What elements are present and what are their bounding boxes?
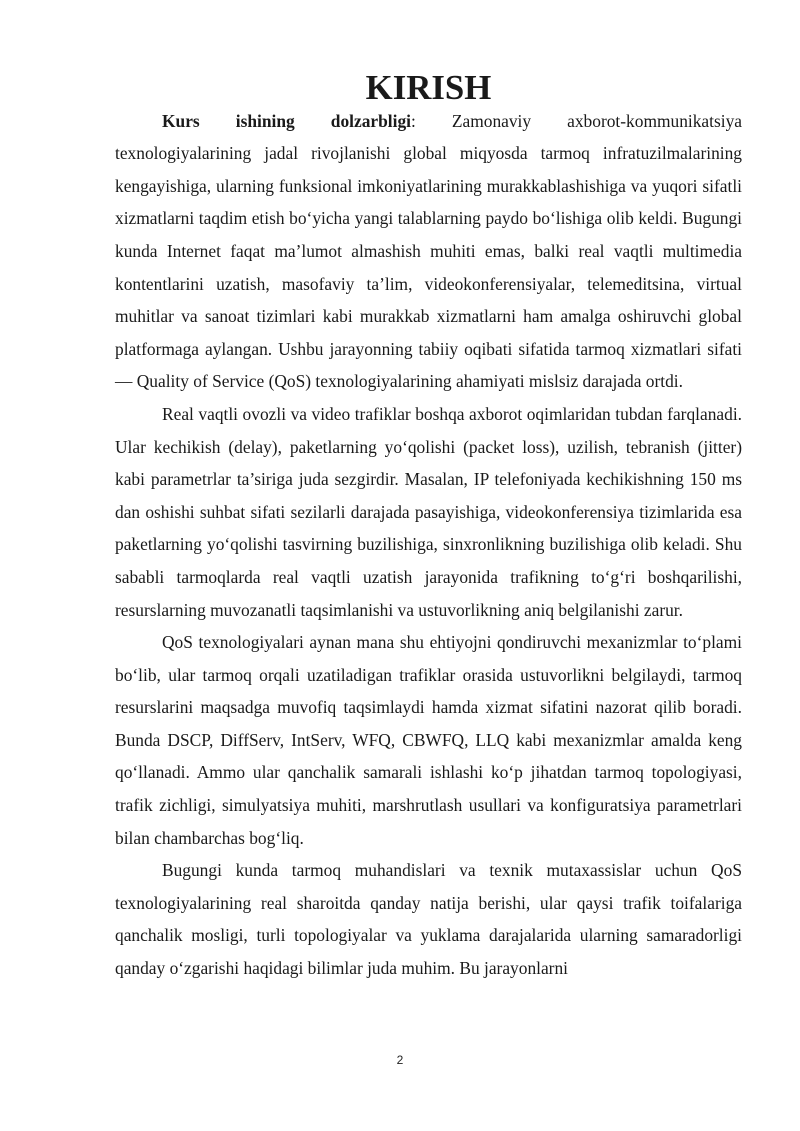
paragraph-lead-colon: : [410,110,416,131]
page-number: 2 [396,1053,404,1067]
page-title: KIRISH [365,68,492,107]
paragraph-qos-mechanisms: QoS texnologiyalari aynan mana shu ehtiyojni qondiruvchi mexanizmlar to‘plami bo‘lib, ular tarmoq orqali uzatiladigan trafiklar orasida ustuvorlikni belgilaydi, tarmoq resurslarini maqsadga muvofiq taqsimlaydi hamda xizmat sifatini nazorat qilib boradi. Bunda DSCP, DiffServ, IntServ, WFQ, CBWFQ, LLQ kabi mexanizmlar amalda keng qo‘llanadi. Ammo ular qanchalik samarali ishlashi ko‘p jihatdan tarmoq topologiyasi, trafik zichligi, simulyatsiya muhiti, marshrutlash usullari va konfiguratsiya parametrlari bilan chambarchas bog‘liq. [115,632,742,848]
paragraph-lead: Kurs ishining dolzarbligi [162,110,411,131]
page-content [115,68,742,985]
paragraph-importance: Bugungi kunda tarmoq muhandislari va texnik mutaxassislar uchun QoS texnologiyalarining real sharoitda qanday natija berishi, ular qaysi trafik toifalariga qanchalik mosligi, turli topologiyalar va yuklama darajalarida ularning samaradorligi qanday o‘zgarishi haqidagi bilimlar juda muhim. Bu jarayonlarni [115,860,742,979]
paragraph-realtime-traffic: Real vaqtli ovozli va video trafiklar boshqa axborot oqimlaridan tubdan farqlanadi. Ular kechikish (delay), paketlarning yo‘qolishi (packet loss), uzilish, tebranish (jitter) kabi parametrlar ta’siriga juda sezgirdir. Masalan, IP telefoniyada kechikishning 150 ms dan oshishi suhbat sifati sezilarli darajada pasayishiga, videokonferensiya tizimlarida esa paketlarning yo‘qolishi tasvirning buzilishiga, sinxronlikning buzilishiga olib keladi. Shu sababli tarmoqlarda real vaqtli uzatish jarayonida trafikning to‘g‘ri boshqarilishi, resurslarning muvozanatli taqsimlanishi va ustuvorlikning aniq belgilanishi zarur. [115,403,742,620]
paragraph-text: Zamonaviy axborot-kommunikatsiya texnologiyalarining jadal rivojlanishi global miqyosda tarmoq infratuzilmalarining kengayishiga, ularning funksional imkoniyatlarining murakkablashishiga va yuqori sifatli xizmatlarni taqdim etish bo‘yicha yangi talablarning paydo bo‘lishiga olib keldi. Bugungi kunda Internet faqat ma’lumot almashish muhiti emas, balki real vaqtli multimedia kontentlarini uzatish, masofaviy ta’lim, videokonferensiyalar, telemeditsina, virtual muhitlar va sanoat tizimlari kabi murakkab xizmatlarni ham amalga oshiruvchi global platformaga aylangan. Ushbu jarayonning tabiiy oqibati sifatida tarmoq xizmatlari sifati — Quality of Service (QoS) texnologiyalarining ahamiyati mislsiz darajada ortdi. [115,110,742,392]
paragraph-relevance [115,105,742,398]
